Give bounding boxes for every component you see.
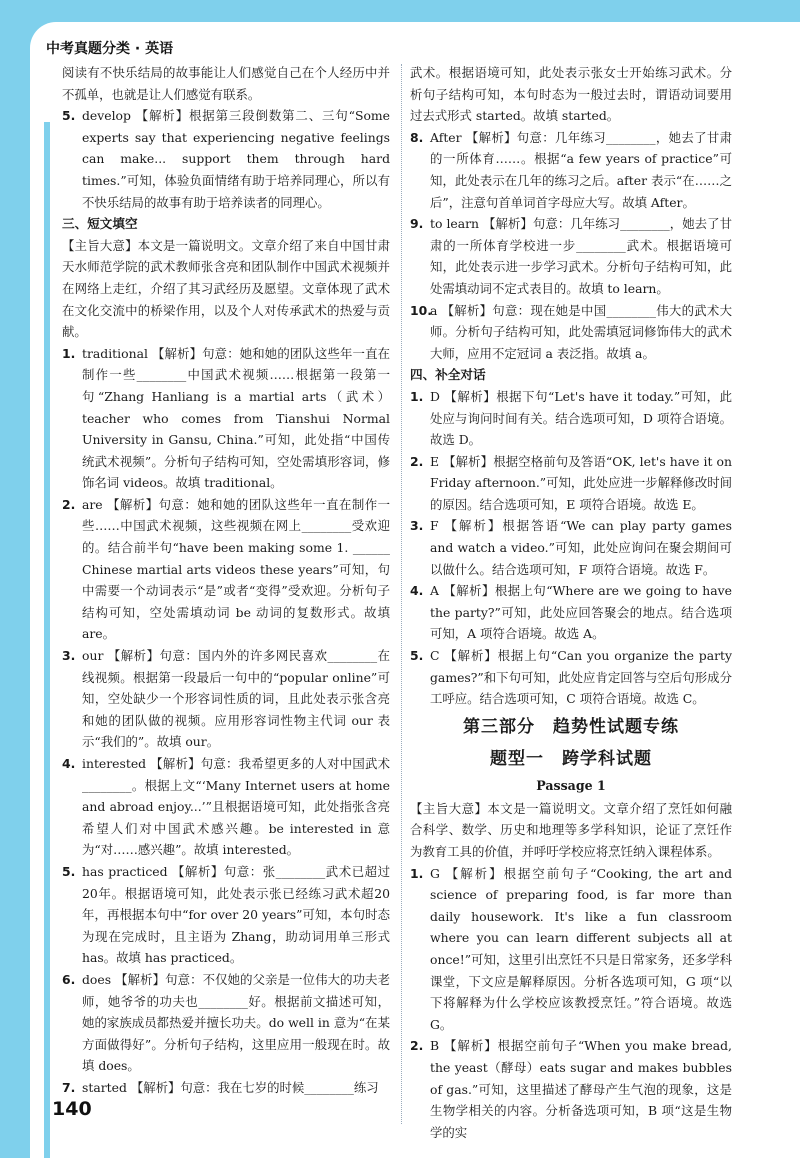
dialog-answer-4	[410, 580, 732, 645]
left-column	[62, 62, 390, 1099]
item-text: A 【解析】根据上句“Where are we going to have the party?”可知，此处应回答聚会的地点。结合选项可知，A 项符合语境。故选 A。	[430, 583, 732, 642]
item-number: 2.	[62, 496, 76, 512]
item-text: C 【解析】根据上句“Can you organize the party games?”和下句可知，此处应肯定回答与空后句形成分工呼应。结合选项可知，C 项符合语境。故选 C。	[430, 648, 732, 707]
cloze-answer-4	[62, 753, 390, 861]
question-type-title: 题型一 跨学科试题	[490, 748, 652, 769]
item-number: 4.	[410, 583, 424, 599]
section-heading-4: 四、补全对话	[410, 367, 486, 383]
item-text: to learn 【解析】句意：几年练习________，她去了甘肃的一所体育学校进一步________武术。根据语境可知，此处表示进一步学习武术。分析句子结构可知，此处需填动词不定式表目的。故填 to learn。	[430, 216, 732, 296]
item-number: 2.	[410, 1038, 424, 1054]
cloze-answer-1	[62, 343, 390, 494]
side-rail	[44, 122, 50, 1158]
item-text: a 【解析】句意：现在她是中国________伟大的武术大师。分析句子结构可知，此处需填冠词修饰伟大的武术大师，应用不定冠词 a 表泛指。故填 a。	[430, 302, 732, 361]
item-number: 5.	[410, 648, 424, 664]
cloze-answer-7-continued: 武术。根据语境可知，此处表示张女士开始练习武术。分析句子结构可知，本句时态为一般过去时，谓语动词要用过去式形式 started。故填 started。	[410, 65, 732, 124]
right-column	[410, 62, 732, 1143]
item-number: 10.	[410, 302, 432, 318]
item-text: G 【解析】根据空前句子“Cooking, the art and science of preparing food, is far more than daily housework. It's like a fun classroom where you can learn different subjects all at once!”可知，这里引出烹饪不只是日常家务，还多学科课堂，下文应是解释原因。分析各选项可知，G 项“以下将解释为什么学校应该教授烹饪。”符合语境。故选 G。	[430, 865, 732, 1032]
cloze-answer-2	[62, 494, 390, 645]
item-text: E 【解析】根据空格前句及答语“OK, let's have it on Friday afternoon.”可知，此处应进一步解释修改时间的原因。结合选项可知，E 项符合语境。故选 E。	[430, 453, 732, 512]
column-divider	[401, 64, 402, 1124]
item-text: does 【解析】句意：不仅她的父亲是一位伟大的功夫老师，她爷爷的功夫也________好。根据前文描述可知，她的家族成员都热爱并擅长功夫。do well in 意为“在某方面做得好”。分析句子结构，这里应用一般现在时。故填 does。	[82, 971, 390, 1074]
item-number: 3.	[410, 518, 424, 534]
item-text: has practiced 【解析】句意：张________武术已超过20年。根据语境可知，此处表示张已经练习武术超20年，再根据本句中“for over 20 years”可知，本句时态为现在完成时，且主语为 Zhang，助动词用单三形式 has。故填 has practiced。	[82, 863, 390, 966]
item-number: 5.	[62, 863, 76, 879]
cloze-answer-9	[410, 213, 732, 299]
item-number: 2.	[410, 453, 424, 469]
dialog-answer-3	[410, 515, 732, 580]
item-number: 1.	[410, 388, 424, 404]
cloze-answer-10	[410, 300, 732, 365]
item-number: 4.	[62, 756, 76, 771]
item-number: 1.	[410, 865, 424, 881]
item-number: 5.	[62, 108, 76, 124]
section-heading-3: 三、短文填空	[62, 216, 138, 232]
item-text: are 【解析】句意：她和她的团队这些年一直在制作一些……中国武术视频，这些视频在网上________受欢迎的。结合前半句“have been making some 1. ______ Chinese martial arts videos these years”可知，句中需要一个动词表示“是”或者“变得”受欢迎。分析句子结构可知，空处需填动词 be 动词的复数形式。故填 are。	[82, 496, 390, 642]
dialog-answer-1	[410, 386, 732, 451]
item-text: After 【解析】句意：几年练习________，她去了甘肃的一所体育……。根据“a few years of practice”可知，此处表示在几年的练习之后。after 表示“在……之后”，注意句首单词首字母应大写。故填 After。	[430, 129, 732, 210]
item-number: 9.	[410, 216, 424, 232]
dialog-answer-5	[410, 645, 732, 710]
item-text: started 【解析】句意：我在七岁的时候________练习	[82, 1079, 379, 1095]
item-text: traditional 【解析】句意：她和她的团队这些年一直在制作一些________中国武术视频……根据第一段第一句“Zhang Hanliang is a martial arts（武术）teacher who comes from Tianshui Normal University in Gansu, China.”可知，此处指“中国传统武术视频”。分析句子结构可知，空处需填形容词，修饰名词 videos。故填 traditional。	[82, 345, 390, 491]
cloze-answer-5	[62, 861, 390, 969]
item-text: F 【解析】根据答语“We can play party games and watch a video.”可知，此处应询问在聚会期间可以做什么。结合选项可知，F 项符合语境。故选 F。	[430, 518, 732, 577]
page-number: 140	[52, 1098, 92, 1120]
item-text: our 【解析】句意：国内外的许多网民喜欢________在线视频。根据第一段最后一句中的“popular online”可知，空处缺少一个形容词性质的词，且此处表示张含亮和她的团队做的视频。应用形容词性物主代词 our 表示“我们的”。故填 our。	[82, 648, 390, 750]
dialog-answer-2	[410, 451, 732, 516]
item-number: 7.	[62, 1079, 76, 1095]
main-idea: 【主旨大意】本文是一篇说明文。文章介绍了来自中国甘肃天水师范学院的武术教师张含亮和团队制作中国武术视频并在网络上走红，介绍了其习武经历及愿望。文章体现了武术在文化交流中的桥梁作用，以及个人对传承武术的热爱与贡献。	[62, 237, 390, 340]
intro-paragraph: 阅读有不快乐结局的故事能让人们感觉自己在个人经历中并不孤单，也就是让人们感觉有联系。	[62, 65, 390, 102]
reading-answer-5	[62, 105, 390, 213]
item-text: D 【解析】根据下句“Let's have it today.”可知，此处应与询问时间有关。结合选项可知，D 项符合语境。故选 D。	[430, 388, 732, 448]
item-text: interested 【解析】句意：我希望更多的人对中国武术________。根据上文“‘Many Internet users at home and abroad enjoy...’”且根据语境可知，此处指张含亮希望人们对中国武术感兴趣。be interested in 意为“对……感兴趣”。故填 interested。	[82, 756, 390, 858]
passage-answer-2	[410, 1035, 732, 1143]
passage-title: Passage 1	[536, 777, 606, 793]
cloze-answer-8	[410, 127, 732, 213]
cloze-answer-7	[62, 1077, 390, 1099]
part-title: 第三部分 趋势性试题专练	[463, 716, 679, 737]
cloze-answer-6	[62, 969, 390, 1077]
item-number: 1.	[62, 345, 76, 361]
item-number: 8.	[410, 129, 424, 145]
passage-main-idea: 【主旨大意】本文是一篇说明文。文章介绍了烹饪如何融合科学、数学、历史和地理等多学科知识，论证了烹饪作为教育工具的价值，并呼吁学校应将烹饪纳入课程体系。	[410, 800, 732, 859]
item-text: B 【解析】根据空前句子“When you make bread, the yeast（酵母）eats sugar and makes bubbles of gas.”可知，这里描述了酵母产生气泡的现象，这是生物学相关的内容。分析备选项可知，B 项“这是生物学的实	[430, 1038, 732, 1140]
cloze-answer-3	[62, 645, 390, 753]
item-number: 6.	[62, 971, 76, 987]
passage-answer-1	[410, 863, 732, 1036]
item-text: develop 【解析】根据第三段倒数第二、三句“Some experts say that experiencing negative feelings can make... support them through hard times.”可知，体验负面情绪有助于培养同理心，所以有不快乐结局的故事有助于培养读者的同理心。	[82, 108, 390, 210]
item-number: 3.	[62, 648, 76, 664]
page-header: 中考真题分类 · 英语	[46, 41, 174, 57]
